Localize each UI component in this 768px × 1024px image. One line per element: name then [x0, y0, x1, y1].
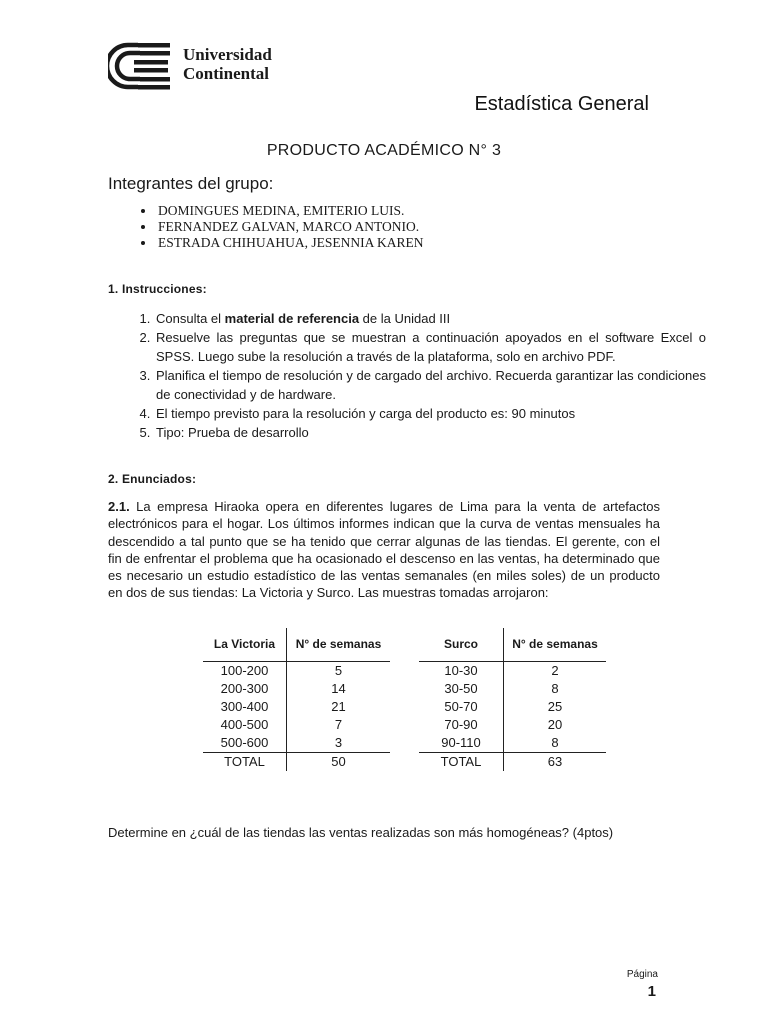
table-row: 10-30 2	[419, 662, 606, 681]
member-list	[108, 203, 424, 251]
page-number: 1	[647, 983, 656, 1000]
table-row: 100-200 5	[203, 662, 390, 681]
course-title: Estadística General	[474, 93, 649, 115]
page-label: Página	[626, 969, 658, 980]
surco-table	[419, 628, 606, 771]
header-cell: N° de semanas	[504, 628, 607, 662]
table-row: 200-300 14	[203, 680, 390, 698]
header-cell: N° de semanas	[287, 628, 391, 662]
table-total-row: TOTAL 63	[419, 753, 606, 772]
group-heading: Integrantes del grupo:	[108, 174, 274, 193]
header-cell: Surco	[419, 628, 504, 662]
university-name: Universidad Continental	[183, 45, 272, 83]
question-text: Determine en ¿cuál de las tiendas las ventas realizadas son más homogéneas? (4ptos)	[108, 825, 614, 840]
instructions-list	[108, 309, 706, 442]
list-item: • ESTRADA CHIHUAHUA, JESENNIA KAREN	[156, 235, 424, 251]
problem-statement: 2.1. La empresa Hiraoka opera en diferentes lugares de Lima para la venta de artefactos electrónicos para el hogar. Los últimos informes indican que la curva de ventas mensuales ha descendido a tal punto que se ha tenido que cerrar algunas de las tiendas. El gerente, con el fin de enfrentar el problema que ha ocasionado el descenso en las ventas, ha determinado que es necesario un estudio estadístico de las ventas semanales (en miles soles) de un producto en dos de sus tiendas: La Victoria y Surco. Las muestras tomadas arrojaron:	[108, 499, 660, 601]
list-item: 1. Consulta el material de referencia de la Unidad III	[154, 309, 706, 328]
table-header	[419, 628, 606, 662]
document-title: PRODUCTO ACADÉMICO N° 3	[266, 142, 502, 159]
list-item: • FERNANDEZ GALVAN, MARCO ANTONIO.	[156, 219, 424, 235]
victoria-table	[203, 628, 390, 771]
table-row: 500-600 3	[203, 734, 390, 753]
list-item: 3. Planifica el tiempo de resolución y de cargado del archivo. Recuerda garantizar las condiciones de conectividad y de hardware.	[154, 366, 706, 404]
list-item: 2. Resuelve las preguntas que se muestran a continuación apoyados en el software Excel o SPSS. Luego sube la resolución a través de la plataforma, solo en archivo PDF.	[154, 328, 706, 366]
table-row: 30-50 8	[419, 680, 606, 698]
table-row: 400-500 7	[203, 716, 390, 734]
table-header	[203, 628, 390, 662]
header-cell: La Victoria	[203, 628, 287, 662]
list-item: 5. Tipo: Prueba de desarrollo	[154, 423, 706, 442]
table-row: 90-110 8	[419, 734, 606, 753]
table-row: 70-90 20	[419, 716, 606, 734]
university-logo-icon	[108, 42, 174, 90]
table-row: 300-400 21	[203, 698, 390, 716]
list-item: 4. El tiempo previsto para la resolución y carga del producto es: 90 minutos	[154, 404, 706, 423]
instructions-heading: 1. Instrucciones:	[108, 282, 207, 296]
statements-heading: 2. Enunciados:	[108, 472, 197, 486]
table-total-row: TOTAL 50	[203, 753, 390, 772]
table-row: 50-70 25	[419, 698, 606, 716]
list-item: • DOMINGUES MEDINA, EMITERIO LUIS.	[156, 203, 424, 219]
